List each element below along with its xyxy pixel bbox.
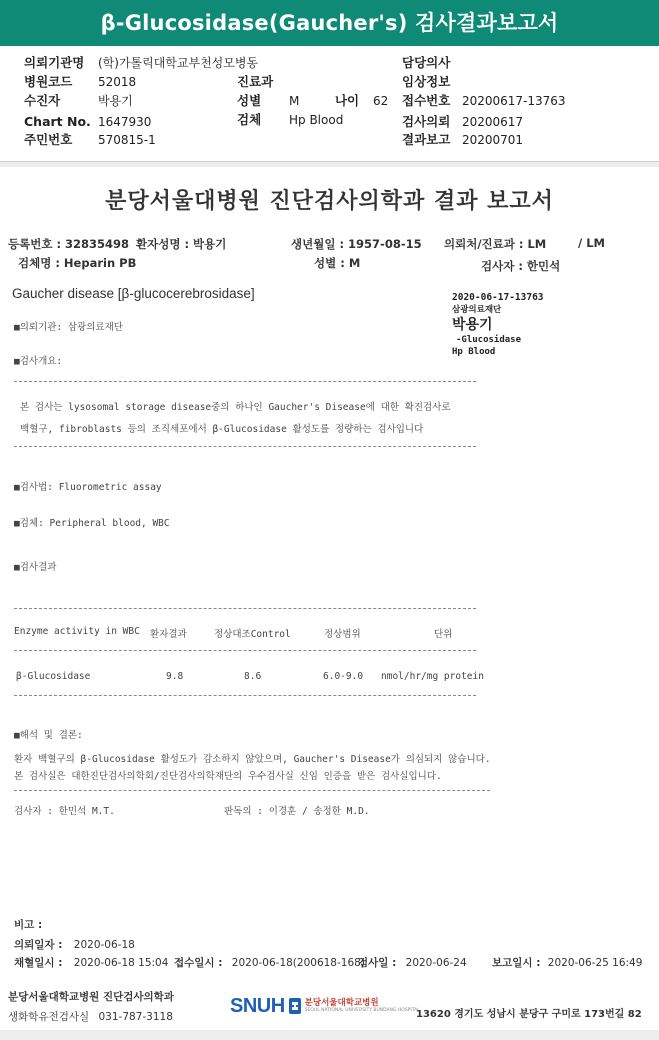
chart-label: Chart No. bbox=[24, 114, 91, 129]
signer: 검사자 : 한민석 M.T. bbox=[14, 806, 115, 817]
report-label: 결과보고 bbox=[402, 132, 451, 147]
header-patient bbox=[24, 91, 133, 111]
age-label: 나이 bbox=[334, 93, 360, 108]
specimen-label: 검체 bbox=[237, 112, 262, 127]
dashed-rule bbox=[14, 381, 476, 382]
snuh-logo-subtitle-en: SEOUL NATIONAL UNIVERSITY BUNDANG HOSPITAL bbox=[304, 1008, 420, 1013]
result-heading: ■검사결과 bbox=[14, 562, 57, 573]
sticker-line4: -Glucosidase bbox=[456, 335, 522, 345]
report-examiner: 검사자 : 한민석 bbox=[481, 259, 561, 273]
collection-date bbox=[14, 955, 168, 970]
dashed-rule bbox=[14, 608, 476, 609]
test-date-value: 2020-06-24 bbox=[405, 957, 467, 969]
department-name: 분당서울대학교병원 진단검사의학과 bbox=[8, 991, 174, 1003]
interpretation-line-2: 본 검사실은 대한진단검사의학회/진단검사의학재단의 우수검사실 신임 인증을 받은 검사실입니다. bbox=[14, 771, 442, 782]
header-doctor bbox=[402, 53, 450, 72]
table-header-unit: 단위 bbox=[434, 629, 453, 640]
report-sex: 성별 : M bbox=[314, 256, 361, 270]
doctor-label: 담당의사 bbox=[402, 55, 451, 70]
dashed-rule bbox=[14, 790, 490, 791]
receipt-date-value: 2020-06-18(200618-168) bbox=[231, 957, 365, 969]
judge: 판독의 : 이경훈 / 송정한 M.D. bbox=[224, 806, 370, 817]
overview-line-1: 본 검사는 lysosomal storage disease중의 하나인 Gaucher's Disease에 대한 확진검사로 bbox=[20, 402, 451, 413]
receipt-date-label: 접수일시 : bbox=[174, 957, 223, 969]
header-request bbox=[402, 112, 523, 132]
address: 13620 경기도 성남시 분당구 구미로 173번길 82 bbox=[416, 1009, 642, 1020]
lab-contact bbox=[8, 1009, 173, 1024]
dashed-rule bbox=[14, 695, 476, 696]
header-specimen bbox=[237, 110, 343, 130]
referral-dept-2: / LM bbox=[578, 236, 605, 250]
sex-value: M bbox=[288, 94, 300, 108]
sticker-line3: 박용기 bbox=[452, 317, 493, 333]
specimen-label-sticker bbox=[452, 292, 592, 358]
table-cell-enzyme: β-Glucosidase bbox=[16, 671, 91, 682]
specimen-name: 검체명 : Heparin PB bbox=[18, 256, 137, 270]
table-header-control: 정상대조Control bbox=[214, 629, 291, 640]
header-institution bbox=[24, 53, 258, 73]
id-label: 주민번호 bbox=[24, 132, 73, 147]
lab-name: 생화학유전검사실 bbox=[8, 1011, 90, 1023]
interpretation-heading: ■해석 및 결론: bbox=[14, 730, 83, 741]
institution-label: 의뢰기관명 bbox=[24, 55, 85, 70]
sticker-line1: 2020-06-17-13763 bbox=[452, 292, 544, 303]
dashed-rule bbox=[14, 650, 476, 651]
table-cell-control: 8.6 bbox=[244, 671, 262, 682]
overview-line-2: 백혈구, fibroblasts 등의 조직세포에서 β-Glucosidase 활성도를 정량하는 검사입니다 bbox=[20, 424, 424, 435]
request-label: 검사의뢰 bbox=[402, 114, 451, 129]
collection-date-label: 채혈일시 : bbox=[14, 957, 63, 969]
clinical-label: 임상정보 bbox=[402, 74, 451, 89]
header-receipt bbox=[402, 91, 566, 111]
id-value: 570815-1 bbox=[97, 133, 156, 147]
receipt-label: 접수번호 bbox=[402, 93, 451, 108]
sticker-line2: 삼광의료재단 bbox=[452, 305, 502, 315]
patient-value: 박용기 bbox=[97, 94, 133, 108]
collection-date-value: 2020-06-18 15:04 bbox=[73, 957, 169, 969]
chart-value: 1647930 bbox=[97, 115, 152, 129]
header-report bbox=[402, 130, 523, 150]
snuh-logo-subtitle: 분당서울대학교병원 bbox=[304, 998, 379, 1008]
report-value: 20200701 bbox=[461, 133, 524, 147]
section-divider bbox=[0, 161, 659, 167]
table-header-range: 정상범위 bbox=[324, 629, 361, 640]
header-clinical bbox=[402, 72, 450, 91]
report-date bbox=[492, 955, 642, 970]
sex-label: 성별 bbox=[237, 93, 262, 108]
dept-label: 진료과 bbox=[237, 74, 274, 89]
case-title: Gaucher disease [β-glucocerebrosidase] bbox=[12, 286, 255, 301]
request-value: 20200617 bbox=[461, 115, 524, 129]
hospital-code-label: 병원코드 bbox=[24, 74, 73, 89]
header-dept bbox=[237, 72, 273, 91]
report-date-value: 2020-06-25 16:49 bbox=[547, 957, 643, 969]
sticker-line5: Hp Blood bbox=[452, 347, 496, 357]
interpretation-line-1: 환자 백혈구의 β-Glucosidase 활성도가 감소하지 않았으며, Gaucher's Disease가 의심되지 않습니다. bbox=[14, 754, 491, 765]
referral-institution: ■의뢰기관: 삼광의료재단 bbox=[14, 322, 123, 333]
request-date bbox=[14, 937, 135, 952]
header-chart bbox=[24, 112, 151, 132]
report-banner-title: β-Glucosidase(Gaucher's) 검사결과보고서 bbox=[0, 0, 659, 46]
institution-value: (학)가톨릭대학교부천성모병동 bbox=[97, 56, 259, 70]
overview-heading: ■검사개요: bbox=[14, 356, 63, 367]
dashed-rule bbox=[14, 446, 476, 447]
receipt-date bbox=[174, 955, 365, 970]
note-label: 비고 : bbox=[14, 919, 43, 931]
referral-dept: 의뢰처/진료과 : LM bbox=[444, 237, 547, 251]
receipt-value: 20200617-13763 bbox=[461, 94, 566, 108]
age-value: 62 bbox=[372, 94, 389, 108]
snuh-logo-text: SNUH bbox=[230, 994, 285, 1017]
specimen-value: Hp Blood bbox=[288, 113, 344, 127]
patient-label: 수진자 bbox=[24, 93, 61, 108]
test-date bbox=[358, 955, 467, 970]
sample: ■검체: Peripheral blood, WBC bbox=[14, 518, 170, 529]
birth-date: 생년월일 : 1957-08-15 bbox=[291, 237, 422, 251]
table-cell-unit: nmol/hr/mg protein bbox=[381, 671, 484, 682]
bottom-bar bbox=[0, 1030, 659, 1040]
request-date-label: 의뢰일자 : bbox=[14, 939, 63, 951]
header-sex-age bbox=[237, 91, 388, 111]
header-id bbox=[24, 130, 156, 150]
table-cell-patient-result: 9.8 bbox=[166, 671, 184, 682]
snuh-logo bbox=[230, 993, 420, 1019]
hospital-code-value: 52018 bbox=[97, 75, 137, 89]
patient-name: 환자성명 : 박용기 bbox=[136, 237, 227, 251]
table-header-enzyme: Enzyme activity in WBC bbox=[14, 626, 140, 637]
report-date-label: 보고일시 : bbox=[492, 957, 541, 969]
report-title: 분당서울대병원 진단검사의학과 결과 보고서 bbox=[105, 189, 554, 214]
note bbox=[14, 917, 42, 932]
snuh-mark-icon bbox=[289, 998, 301, 1014]
lab-phone: 031-787-3118 bbox=[98, 1011, 173, 1023]
table-header-patient: 환자결과 bbox=[150, 629, 187, 640]
request-date-value: 2020-06-18 bbox=[73, 939, 135, 951]
table-cell-range: 6.0-9.0 bbox=[323, 671, 364, 682]
test-date-label: 검사일 : bbox=[358, 957, 397, 969]
header-hospital-code bbox=[24, 72, 136, 92]
method: ■검사법: Fluorometric assay bbox=[14, 482, 162, 493]
reg-no: 등록번호 : 32835498 bbox=[8, 237, 130, 251]
